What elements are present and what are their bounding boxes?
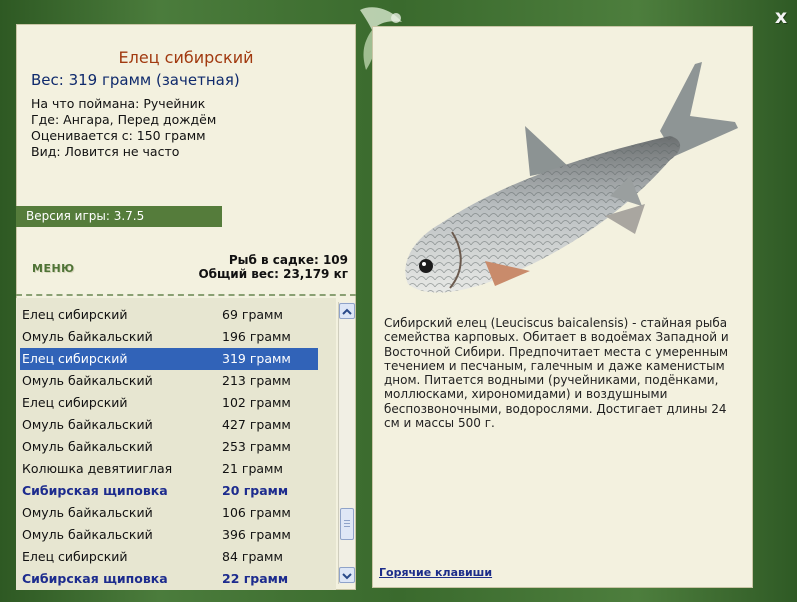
list-item[interactable]: Елец сибирский 69 грамм [22,307,283,322]
scroll-thumb[interactable] [340,508,354,540]
fish-weight: Вес: 319 грамм (зачетная) [31,71,240,89]
catch-list[interactable] [16,298,336,590]
list-item[interactable]: Омуль байкальский 396 грамм [22,527,291,542]
score-threshold-info: Оценивается с: 150 грамм [31,128,206,143]
catch-info-panel [16,24,356,590]
list-item-selected[interactable]: Елец сибирский 319 грамм [20,348,318,370]
fish-detail-panel [372,26,753,588]
list-item[interactable]: Сибирская щиповка 20 грамм [22,483,289,498]
list-item[interactable]: Колюшка девятииглая 21 грамм [22,461,283,476]
scroll-down-button[interactable] [339,567,355,583]
list-item[interactable]: Елец сибирский 102 грамм [22,395,291,410]
list-item[interactable]: Омуль байкальский 427 грамм [22,417,291,432]
divider [16,294,356,296]
chevron-down-icon [340,569,354,583]
list-item[interactable]: Омуль байкальский 106 грамм [22,505,291,520]
bait-info: На что поймана: Ручейник [31,96,206,111]
fish-description: Сибирский елец (Leuciscus baicalensis) - стайная рыба семейства карповых. Обитает в водоёмах Западной и Восточной Сибири. Предпочитает места с умеренным течением и песчаным, галечным и даже каменистым дном. Питается водными (ручейниками, подёнками, моллюсками, хирономидами) и воздушными беспозвоночными, водорослями. Достигает длины 24 см и массы 500 г. [384,316,729,431]
fish-count: Рыб в садке: 109 [228,253,348,267]
list-item[interactable]: Омуль байкальский 196 грамм [22,329,291,344]
list-item[interactable]: Елец сибирский 84 грамм [22,549,283,564]
fish-illustration [390,56,740,296]
game-version-bar: Версия игры: 3.7.5 [16,206,222,227]
hotkeys-link[interactable]: Горячие клавиши [379,566,493,579]
list-scrollbar[interactable] [338,302,355,584]
close-icon[interactable]: x [774,6,788,28]
list-item[interactable]: Омуль байкальский 213 грамм [22,373,291,388]
menu-button[interactable]: МЕНЮ [32,262,75,275]
scroll-up-button[interactable] [339,303,355,319]
total-weight: Общий вес: 23,179 кг [198,267,348,281]
list-item[interactable]: Омуль байкальский 253 грамм [22,439,291,454]
rarity-info: Вид: Ловится не часто [31,144,180,159]
fish-name-title: Елец сибирский [118,48,254,67]
list-item[interactable]: Сибирская щиповка 22 грамм [22,571,289,586]
chevron-up-icon [340,305,354,319]
location-info: Где: Ангара, Перед дождём [31,112,217,127]
